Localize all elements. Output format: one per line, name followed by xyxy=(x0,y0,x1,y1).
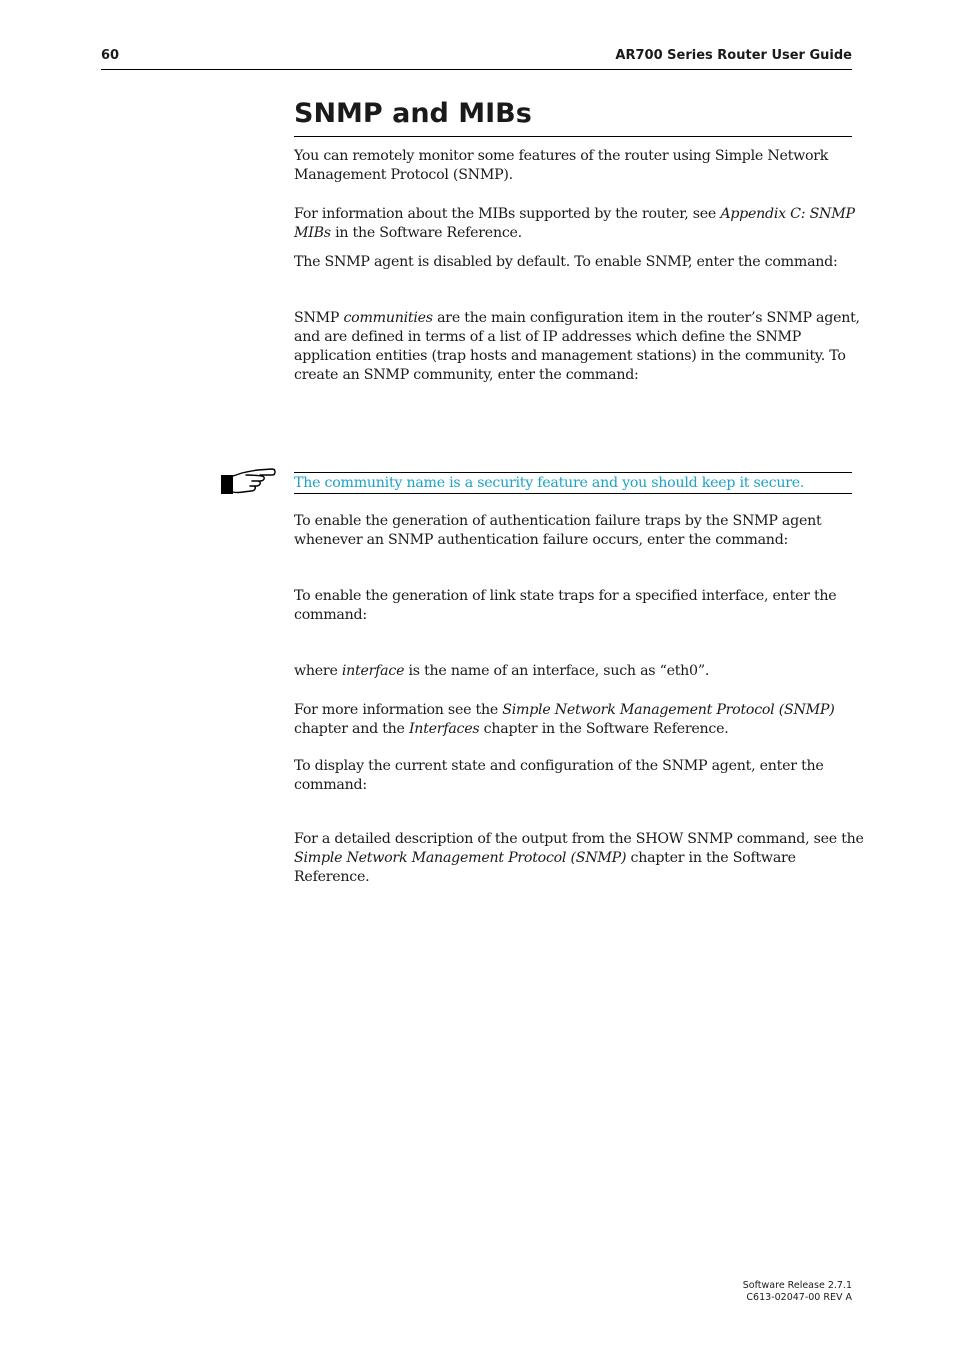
pointing-hand-icon xyxy=(220,466,276,496)
guide-title: AR700 Series Router User Guide xyxy=(615,48,852,63)
note-box xyxy=(294,472,852,494)
note-text: The community name is a security feature and you should keep it secure. xyxy=(294,475,805,491)
page-header xyxy=(101,48,852,70)
paragraph-mibs-reference: For information about the MIBs supported by the router, see Appendix C: SNMP MIBs in the Software Reference. xyxy=(294,206,855,241)
paragraph-communities: SNMP communities are the main configuration item in the router’s SNMP agent, and are defined in terms of a list of IP addresses which define the SNMP application entities (trap hosts and management stations) in the community. To create an SNMP community, enter the command: xyxy=(294,310,860,383)
paragraph-detailed-description: For a detailed description of the output from the SHOW SNMP command, see the Simple Network Management Protocol (SNMP) chapter in the Software Reference. xyxy=(294,831,864,885)
paragraph-more-info: For more information see the Simple Network Management Protocol (SNMP) chapter and the Interfaces chapter in the Software Reference. xyxy=(294,702,835,737)
paragraph-enable-snmp: The SNMP agent is disabled by default. To enable SNMP, enter the command: xyxy=(294,254,838,270)
paragraph-interface-note: where interface is the name of an interface, such as “eth0”. xyxy=(294,663,710,679)
page-footer xyxy=(743,1280,852,1304)
software-release: Software Release 2.7.1 xyxy=(742,1280,852,1291)
paragraph-show-snmp: To display the current state and configuration of the SNMP agent, enter the command: xyxy=(294,758,824,793)
section-title: SNMP and MIBs xyxy=(294,96,852,137)
page-number: 60 xyxy=(101,48,120,63)
paragraph-link-traps: To enable the generation of link state traps for a specified interface, enter the command: xyxy=(294,588,837,623)
paragraph-auth-traps: To enable the generation of authentication failure traps by the SNMP agent whenever an SNMP authentication failure occurs, enter the command: xyxy=(294,513,822,548)
document-code: C613-02047-00 REV A xyxy=(746,1292,852,1303)
paragraph-intro: You can remotely monitor some features of the router using Simple Network Management Protocol (SNMP). xyxy=(294,148,829,183)
